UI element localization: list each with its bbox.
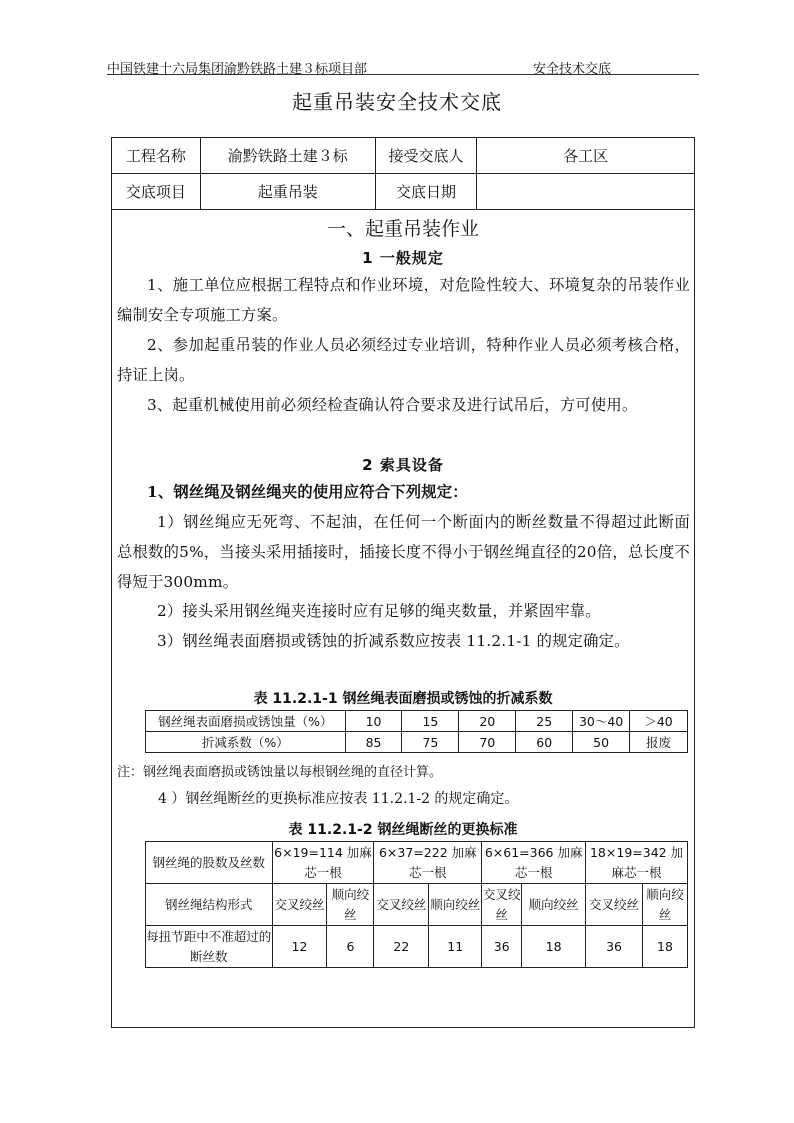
subsection-general: 1 一般规定 xyxy=(362,249,444,267)
table-cell: 30～40 xyxy=(573,711,630,732)
header-doc-type: 安全技术交底 xyxy=(533,62,612,77)
table-row xyxy=(146,711,688,732)
page-header xyxy=(107,58,699,75)
paragraph-1: 1、施工单位应根据工程特点和作业环境，对危险性较大、环境复杂的吊装作业编制安全专项施工方案。 xyxy=(117,276,690,324)
table-cell: 20 xyxy=(459,711,516,732)
broken-wire-table xyxy=(145,841,688,968)
table-cell: 顺向绞丝 xyxy=(429,884,482,926)
paragraph-6: 2）接头采用钢丝绳夹连接时应有足够的绳夹数量，并紧固牢靠。 xyxy=(157,602,601,620)
table-cell: 70 xyxy=(459,732,516,753)
table-cell: 6 xyxy=(327,926,374,968)
table-cell: 15 xyxy=(402,711,459,732)
paragraph-2: 2、参加起重吊装的作业人员必须经过专业培训，特种作业人员必须考核合格，持证上岗。 xyxy=(117,336,690,384)
table-cell: 6×61=366 加麻芯一根 xyxy=(482,842,586,884)
table-row xyxy=(146,842,688,884)
table-cell: 10 xyxy=(345,711,402,732)
table-cell: 交叉绞丝 xyxy=(482,884,522,926)
table-row xyxy=(146,732,688,753)
table-cell: 交叉绞丝 xyxy=(586,884,643,926)
table-cell: 18 xyxy=(522,926,586,968)
table-cell: 钢丝绳表面磨损或锈蚀量（%） xyxy=(146,711,346,732)
table-cell: 22 xyxy=(374,926,429,968)
table-cell: 交叉绞丝 xyxy=(272,884,327,926)
table-cell: 25 xyxy=(516,711,573,732)
info-row-item xyxy=(112,174,695,210)
table-cell: 报废 xyxy=(630,732,688,753)
section-title: 一、起重吊装作业 xyxy=(326,218,479,240)
table-row xyxy=(146,884,688,926)
table-cell: 每扭节距中不准超过的断丝数 xyxy=(146,926,273,968)
table-cell: 6×19=114 加麻芯一根 xyxy=(272,842,374,884)
document-title: 起重吊装安全技术交底 xyxy=(292,90,502,114)
table-row xyxy=(146,926,688,968)
table-cell: 85 xyxy=(345,732,402,753)
table-cell: 顺向绞丝 xyxy=(522,884,586,926)
table-cell: 36 xyxy=(482,926,522,968)
info-row-project xyxy=(112,138,695,174)
paragraph-7: 3）钢丝绳表面磨损或锈蚀的折减系数应按表 11.2.1-1 的规定确定。 xyxy=(157,632,630,650)
receiver-value: 各工区 xyxy=(477,138,695,174)
table-cell: 钢丝绳的股数及丝数 xyxy=(146,842,273,884)
table-cell: 6×37=222 加麻芯一根 xyxy=(374,842,482,884)
table2-caption: 表 11.2.1-2 钢丝绳断丝的更换标准 xyxy=(288,822,518,838)
table-cell: 75 xyxy=(402,732,459,753)
date-label: 交底日期 xyxy=(375,174,477,210)
table-cell: 18×19=342 加麻芯一根 xyxy=(586,842,688,884)
table-cell: 36 xyxy=(586,926,643,968)
project-name-label: 工程名称 xyxy=(112,138,201,174)
paragraph-3: 3、起重机械使用前必须经检查确认符合要求及进行试吊后，方可使用。 xyxy=(147,396,638,414)
paragraph-8: 4 ）钢丝绳断丝的更换标准应按表 11.2.1-2 的规定确定。 xyxy=(158,791,519,807)
table-cell: 18 xyxy=(643,926,688,968)
table-cell: 顺向绞丝 xyxy=(327,884,374,926)
receiver-label: 接受交底人 xyxy=(375,138,477,174)
subsection-rigging: 2 索具设备 xyxy=(362,456,444,474)
info-table xyxy=(111,137,695,210)
item-label: 交底项目 xyxy=(112,174,201,210)
table-cell: 钢丝绳结构形式 xyxy=(146,884,273,926)
paragraph-5: 1）钢丝绳应无死弯、不起油，在任何一个断面内的断丝数量不得超过此断面总根数的5%，当接头采用插接时，插接长度不得小于钢丝绳直径的20倍，总长度不得短于300mm。 xyxy=(117,513,690,591)
paragraph-4: 1、钢丝绳及钢丝绳夹的使用应符合下列规定： xyxy=(147,483,468,501)
table-cell: 50 xyxy=(573,732,630,753)
table-cell: 12 xyxy=(272,926,327,968)
table-cell: ＞40 xyxy=(630,711,688,732)
header-organization: 中国铁建十六局集团渝黔铁路土建３标项目部 xyxy=(107,62,368,77)
table-cell: 交叉绞丝 xyxy=(374,884,429,926)
table-cell: 顺向绞丝 xyxy=(643,884,688,926)
table-cell: 60 xyxy=(516,732,573,753)
reduction-factor-table xyxy=(145,710,688,753)
project-name-value: 渝黔铁路土建３标 xyxy=(200,138,375,174)
date-value xyxy=(477,174,695,210)
table1-note: 注：钢丝绳表面磨损或锈蚀量以每根钢丝绳的直径计算。 xyxy=(117,765,443,780)
table1-caption: 表 11.2.1-1 钢丝绳表面磨损或锈蚀的折减系数 xyxy=(253,691,553,707)
item-value: 起重吊装 xyxy=(200,174,375,210)
table-cell: 折减系数（%） xyxy=(146,732,346,753)
table-cell: 11 xyxy=(429,926,482,968)
